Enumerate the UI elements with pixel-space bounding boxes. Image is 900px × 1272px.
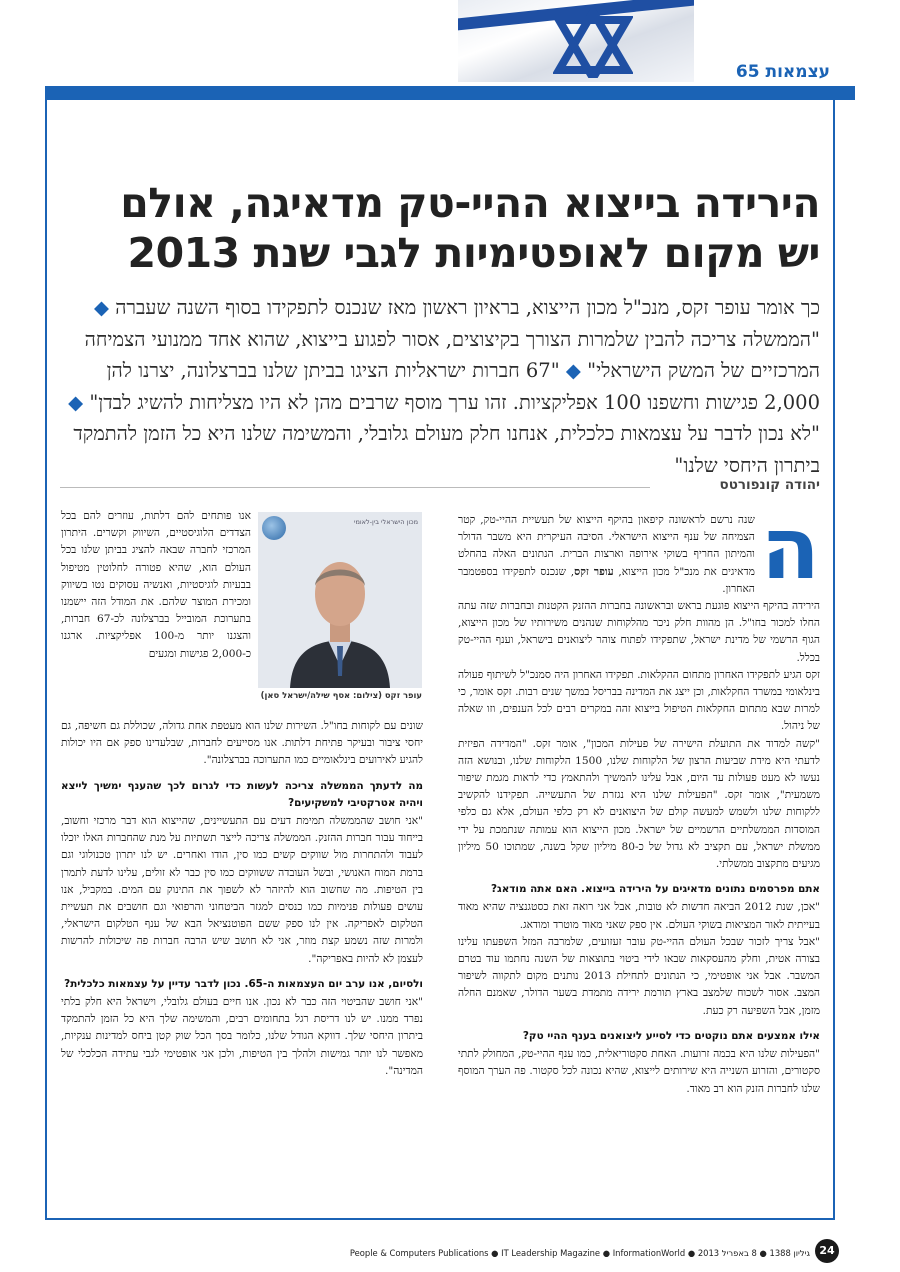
article-column-left xyxy=(61,718,423,1080)
article-column-right xyxy=(458,499,820,1098)
export-institute-logo-icon xyxy=(262,516,286,540)
lead-part-3: "67 חברות ישראליות הציגו בביתן שלנו בברצלונה, יצרנו להן 2,000 פגישות וחשפנו 100 אפליקציות. זהו ערך מוסף שרבים מהן לא היו מצליחות להשיג לבדן" xyxy=(89,359,820,414)
paragraph: "אכן, שנת 2012 הביאה חדשות לא טובות, אבל אני רואה זאת כסטגנציה שהיא מאוד בעייתית לאור המציאות בשוקי העולם. אין ספק שאני מאוד מוטרד ומודאג. xyxy=(458,901,820,931)
headline xyxy=(60,178,820,278)
paragraph: אנו פותחים להם דלתות, עוזרים להם בכל הצדדים הלוגיסטיים, השיווק וקשרים. היתרון המרכזי לחברה שבאה להציג בביתן שלנו בכל העולם הוא, שהיא פטורה לחלוטין מטיפול בבעיות לוגיסטיות, ואנשיה עסוקים נטו בשיווק ומכירת המוצר שלהם. את המודל הזה יישמנו בתערוכת המובייל בברצלונה לכ-67 חברות, והצגנו יותר מ-100 אפליקציות. ארגנו כ-2,000 פגישות ומגעים xyxy=(61,510,251,660)
drop-cap: ה xyxy=(760,499,820,599)
paragraph: "אני חושב שהביטוי הזה כבר לא נכון. אנו חיים בעולם גלובלי, וישראל היא חלק בלתי נפרד ממנו. יש לנו דריסת רגל בתחומים רבים, והמשימה שלך היא כל הזמן להתמקד ביתרון היחסי שלך. דווקא הגודל שלנו, כלומר בסך הכל שוק קטן ביחס למדינות ענקיות, מאפשר לנו יותר גמישות ולהלך בין הטיפות, ולכן אני אופטימי לגבי עתידה הכלכלי של המדינה". xyxy=(61,996,423,1077)
paragraph-text: שנה נרשם לראשונה קיפאון בהיקף הייצוא של תעשיית ההיי-טק, קטר הצמיחה של ענף הייצוא הישראלי. הסיבה העיקרית היא משבר הדולר והמיתון החריף בשוקי אירופה וארצות הברית. הנתונים האלה בהחלט מדאיגים את מנכ"ל מכון הייצוא, xyxy=(458,514,755,578)
diamond-bullet-icon: ◆ xyxy=(565,359,581,382)
paragraph-text: , שנכנס לתפקידו בספטמבר האחרון. xyxy=(458,565,755,595)
paragraph: "אבל צריך לזכור שבכל העולם ההיי-טק עובר זעזועים, שלמרבה המזל השפעתו עלינו בצורה אטית, וחלק מהעסקאות שבאו לידי ביטוי בתוצאות של השנה נחתמו עוד בטרם המשבר. אבל אני אופטימי, כי הנתונים לתחילת 2013 נותנים מקום לתקווה לשיפור המצב. אסור לשכוח שלמצב בארץ תורמת ירידה מתמדת בשער הדולר, שאמנם החלה מזמן, אבל השפיעה רק כעת. xyxy=(458,935,820,1017)
paragraph: שונים עם לקוחות בחו"ל. השירות שלנו הוא מעטפת אחת גדולה, שכוללת גם חשיפה, גם יחסי ציבור ובעיקר פתיחת דלתות. אנו מסייעים לחברות, שבלעדינו ספק אם היו יכולות להגיע לאירועים בינלאומיים כמו התערוכה בברצלונה". xyxy=(61,720,423,767)
byline: יהודה קונפורטס xyxy=(719,477,820,493)
article-column-left-top xyxy=(61,508,251,663)
diamond-bullet-icon: ◆ xyxy=(94,296,110,319)
photo-caption: עופר זקס (צילום: אסף שילה/ישראל סאן) xyxy=(260,690,422,700)
paragraph xyxy=(458,499,820,599)
israeli-flag-photo xyxy=(458,0,694,82)
paragraph: "הפעילות שלנו היא בכמה זרועות. האחת סקטוריאלית, כמו ענף ההיי-טק, המחולק לתתי סקטורים, והזרוע השנייה היא שירותים לייצוא, שהיא נכונה לכל סקטור. פה הערך המוסף שלנו לחברות הזנק הוא רב מאוד. xyxy=(458,1048,820,1095)
page-number: 24 xyxy=(815,1239,839,1263)
paragraph: הירידה בהיקף הייצוא פוגעת בראש ובראשונה בחברות ההזנק הקטנות ובחברות שזה עתה החלו למכור בחו"ל. הן מהוות חלק ניכר מהלקוחות שנהנים משירותיו של מכון הייצוא, הגוף הרשמי של מדינת ישראל, שתפקידו לפתוח צוהר ליצואנים בישראל, וענף ההיי-טק בכלל. xyxy=(458,600,820,664)
portrait-photo xyxy=(258,512,422,688)
paragraph: "אני חושב שהממשלה תמימת דעים עם התעשיינים, שהייצוא הוא דבר מרכזי וחשוב, בייחוד עבור חברות ההזנק. הממשלה צריכה לייצר תשתיות על מנת שהחברות האלו יוכלו לעבוד ולהתחרות מול שווקים קשים כמו סין, הודו ואחרים. יש לנו יתרון טכנולוגי וגם ברמת המוח האנושי, ובשל העובדה ששווקים כמו סין כבר לא זולים, עלינו לדעת לתמרן בין הטיפות. מה שחשוב הוא להיזהר לא לשפוך את התינוק עם המים. במקביל, אנו עושים פעולות פנימיות כמו כנסים למגזר הביטחוני והרפואי וגם חושבים את תעשיית הטלקום לאפריקה. אין לנו ספק ששם הפוטנציאל הבא של ענף הטלקום הישראלי, ולמרות שזה נשמע קצת מוזר, אני לא חושב שיש הרבה חברות פה שיכולות להרשות לעצמן לא להיות באפריקה". xyxy=(61,815,423,965)
interview-question: מה לדעתך הממשלה צריכה לעשות כדי לגרום לכך שהענף ימשיך לייצא ויהיה אטרקטיבי למשקיעים? xyxy=(61,779,423,809)
headline-line-1: הירידה בייצוא ההיי-טק מדאיגה, אולם xyxy=(120,179,820,227)
section-rule xyxy=(45,86,855,100)
lead-part-1: כך אומר עופר זקס, מנכ"ל מכון הייצוא, בראיון ראשון מאז שנכנס לתפקידו בסוף השנה שעברה xyxy=(115,296,820,319)
footer-publication-line: People & Computers Publications ● IT Leadership Magazine ● InformationWorld ● גיליון 1388 ● 8 באפריל 2013 xyxy=(349,1248,810,1258)
interview-question: ולסיום, אנו ערב יום העצמאות ה-65. נכון לדבר עדיין על עצמאות כלכלית? xyxy=(64,977,423,990)
interview-question: אתם מפרסמים נתונים מדאיגים על הירידה בייצוא. האם אתה מודאג? xyxy=(491,883,820,896)
paragraph: "קשה למדוד את התועלת הישירה של פעילות המכון", אומר זקס. "המדידה הפיזית לדעתי היא מידת שביעות הרצון של הלקוחות שלנו, 1500 הלקוחות שלנו, ובנושא הזה נעשו לא מעט פעולות עד היום, אבל עלינו להמשיך ולהתאמץ כדי לראות מגמת שיפור משמעית", אומר זקס. "הפעילות שלנו היא נגזרת של התעשייה. תפקידנו להקשיב ללקוחות שלנו ולשמש למעשה קולם של היצואנים לא רק כלפי העולם, אלא גם כלפי המוסדות הממשלתיים הרשמיים של ישראל. מכון הייצוא הוא עמותה שנתמכת על ידי ממשלת ישראל, עם תקציב לא גדול של כ-80 מיליון שקל בשנה, שמתוכו 50 מיליון מגיעים מתקצוב ממשלתי. xyxy=(458,737,820,871)
lead-part-2: "הממשלה צריכה להבין שלמרות הצורך בקיצוצים, אסור לפגוע בייצוא, שהוא אחד ממנועי הצמיחה המרכזיים של המשק הישראלי" xyxy=(84,327,820,382)
byline-rule xyxy=(60,487,650,488)
star-of-david-icon xyxy=(553,8,633,78)
paragraph: זקס הגיע לתפקידו האחרון מתחום ההקלאות. תפקידו האחרון היה סמנכ"ל לשיתוף פעולה בינלאומי במשרד החקלאות, וכן ייצג את המדינה בבריסל במשך שנים רבות. זקס אומר, כי למרות שבא מתחום החקלאות הטיפול בייצוא זהה במקרים רבים לכל הענפים, וזו שאלה של ניהול. xyxy=(458,668,820,733)
headline-line-2: יש מקום לאופטימיות לגבי שנת 2013 xyxy=(127,229,820,277)
person-portrait-icon xyxy=(280,542,400,688)
section-tag: עצמאות 65 xyxy=(735,62,830,82)
lead-part-4: "לא נכון לדבר על עצמאות כלכלית, אנחנו חלק מעולם גלובלי, והמשימה שלנו היא כל הזמן להתמקד ביתרון היחסי שלנו" xyxy=(73,422,820,477)
diamond-bullet-icon: ◆ xyxy=(68,390,84,414)
lead-paragraph xyxy=(60,292,820,481)
interviewee-name: עופר זקס xyxy=(574,565,614,578)
interview-question: אילו אמצעים אתם נוקטים כדי לסייע ליצואנים בענף ההיי טק? xyxy=(522,1029,820,1042)
photo-background-sign: מכון הישראלי בין-לאומי xyxy=(353,518,418,526)
